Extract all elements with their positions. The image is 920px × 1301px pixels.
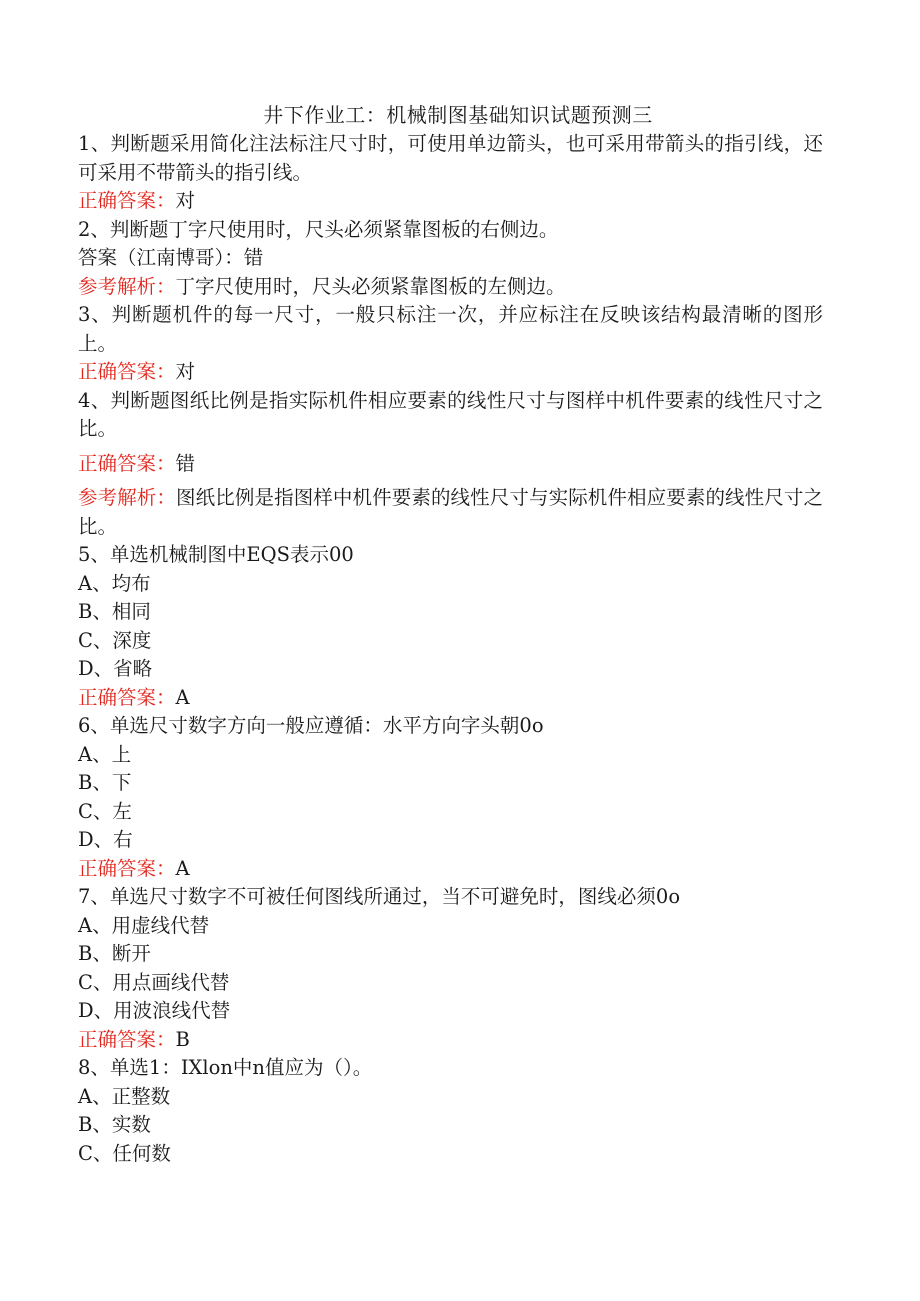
question-5-text: 5、单选机械制图中EQS表示00 (78, 543, 354, 566)
question-3-text: 3、判断题机件的每一尺寸，一般只标注一次，并应标注在反映该结构最清晰的图形上。 (78, 303, 823, 355)
question-5-answer (78, 684, 838, 713)
question-2-text: 2、判断题丁字尺使用时，尺头必须紧靠图板的右侧边。 (78, 217, 559, 241)
option-d: D、用波浪线代替 (78, 999, 231, 1022)
answer-label: 正确答案： (78, 189, 176, 212)
answer-value: 对 (175, 189, 196, 212)
question-4-text: 4、判断题图纸比例是指实际机件相应要素的线性尺寸与图样中机件要素的线性尺寸之比。 (78, 388, 823, 440)
question-6-text: 6、单选尺寸数字方向一般应遵循：水平方向字头朝0o (78, 714, 544, 737)
question-1-text: 1、判断题采用简化注法标注尺寸时，可使用单边箭头，也可采用带箭头的指引线，还可采用不带箭头的指引线。 (78, 132, 823, 184)
option-c: C、任何数 (78, 1141, 171, 1165)
option-a: A、均布 (78, 571, 151, 595)
analysis-label: 参考解析： (78, 486, 177, 509)
option-c: C、左 (78, 799, 132, 823)
option-d: D、右 (78, 828, 133, 851)
question-4-answer (78, 450, 838, 479)
option-a: A、正整数 (78, 1084, 171, 1108)
question-7-answer (78, 1026, 838, 1055)
answer-value: 错 (175, 451, 196, 475)
analysis-value: 丁字尺使用时，尺头必须紧靠图板的左侧边。 (175, 274, 566, 298)
question-2-answer: 答案（江南博哥）：错 (78, 246, 264, 269)
question-4-analysis (78, 484, 823, 541)
option-b: B、下 (78, 771, 132, 794)
answer-label: 正确答案： (78, 451, 176, 475)
answer-value: B (175, 1027, 190, 1051)
question-1-answer (78, 187, 838, 216)
answer-value: 对 (175, 360, 196, 383)
answer-label: 正确答案： (78, 856, 176, 880)
question-8-text: 8、单选1：IXlon中n值应为（）。 (78, 1056, 373, 1079)
question-6-answer (78, 855, 838, 884)
analysis-value: 图纸比例是指图样中机件要素的线性尺寸与实际机件相应要素的线性尺寸之比。 (78, 486, 823, 538)
answer-value: A (175, 856, 190, 880)
page-title: 井下作业工：机械制图基础知识试题预测三 (263, 103, 653, 127)
question-7-text: 7、单选尺寸数字不可被任何图线所通过，当不可避免时，图线必须0o (78, 885, 681, 908)
question-2-analysis (78, 273, 838, 302)
answer-value: A (175, 685, 190, 709)
answer-label: 正确答案： (78, 685, 176, 709)
document-page (78, 100, 838, 1168)
analysis-label: 参考解析： (78, 274, 176, 298)
option-b: B、实数 (78, 1113, 151, 1136)
option-b: B、断开 (78, 942, 151, 965)
option-c: C、深度 (78, 628, 152, 652)
answer-label: 正确答案： (78, 360, 176, 383)
answer-label: 正确答案： (78, 1027, 176, 1051)
option-a: A、上 (78, 742, 132, 766)
question-3-answer (78, 358, 838, 387)
option-d: D、省略 (78, 657, 153, 680)
option-c: C、用点画线代替 (78, 970, 230, 994)
option-a: A、用虚线代替 (78, 913, 210, 937)
option-b: B、相同 (78, 600, 151, 623)
